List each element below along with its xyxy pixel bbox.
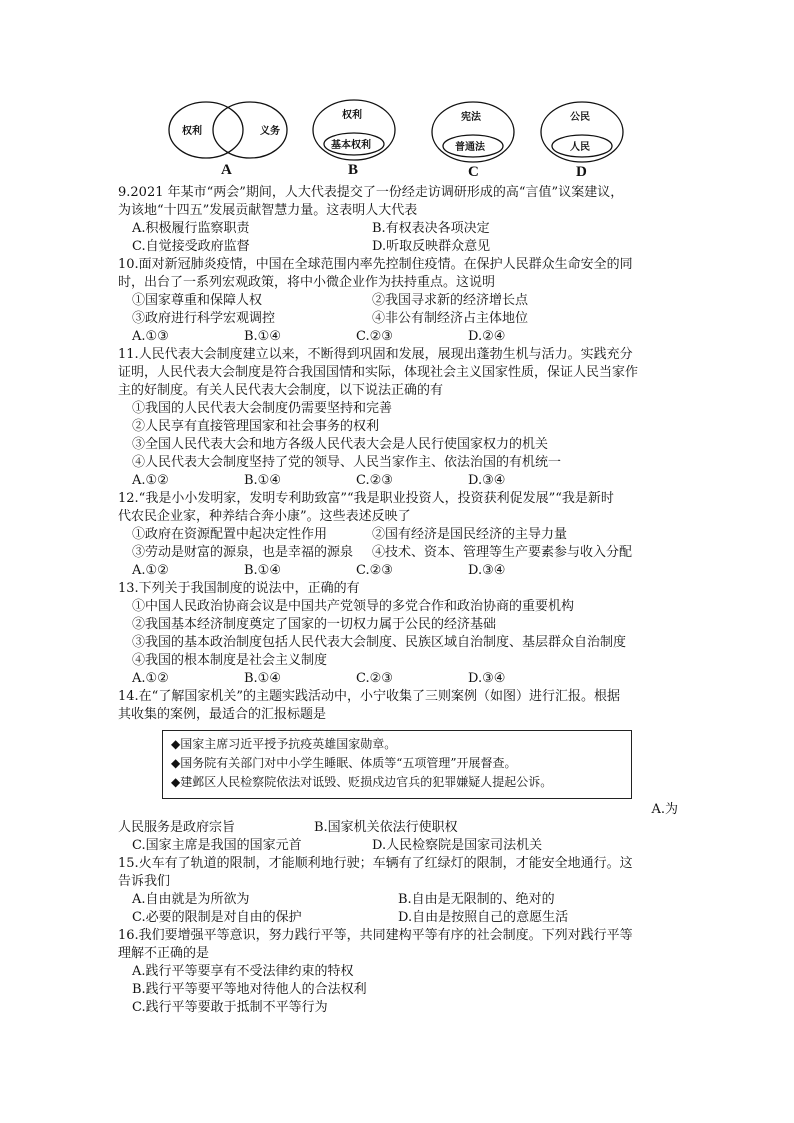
options-row xyxy=(118,220,678,238)
option-d[interactable]: D.自由是按照自己的意愿生活 xyxy=(398,910,569,925)
options-row xyxy=(118,238,678,256)
question-stem: 理解不正确的是 xyxy=(118,946,210,961)
statement-3: ③我国的基本政治制度包括人民代表大会制度、民族区域自治制度、基层群众自治制度 xyxy=(132,635,627,650)
statement-4: ④技术、资本、管理等生产要素参与收入分配 xyxy=(372,545,633,560)
option-c[interactable]: C.践行平等要敢于抵制不平等行为 xyxy=(132,1000,328,1015)
statement-2: ②我国寻求新的经济增长点 xyxy=(372,293,529,308)
exam-page xyxy=(118,96,678,1017)
statement-4: ④我国的根本制度是社会主义制度 xyxy=(132,653,328,668)
option-a[interactable]: A.①② xyxy=(132,671,169,686)
diagram-a-letter: A xyxy=(221,162,232,178)
options-row xyxy=(118,472,678,490)
option-d[interactable]: D.③④ xyxy=(468,671,506,686)
case-box xyxy=(162,730,632,799)
question-stem: 时，出台了一系列宏观政策，将中小微企业作为扶持重点。这说明 xyxy=(118,275,496,290)
option-b[interactable]: B.①④ xyxy=(244,473,281,488)
option-c[interactable]: C.②③ xyxy=(356,329,393,344)
option-b[interactable]: B.①④ xyxy=(244,671,281,686)
question-stem: 告诉我们 xyxy=(118,874,171,889)
options-row xyxy=(118,562,678,580)
option-c[interactable]: C.②③ xyxy=(356,563,393,578)
option-c[interactable]: C.②③ xyxy=(356,473,393,488)
diagram-c xyxy=(432,102,514,180)
case-item: ◆建邺区人民检察院依法对诋毁、贬损戍边官兵的犯罪嫌疑人提起公诉。 xyxy=(171,775,553,789)
diagram-a xyxy=(169,102,287,178)
statement-1: ①政府在资源配置中起决定性作用 xyxy=(132,527,328,542)
option-d[interactable]: D.听取反映群众意见 xyxy=(372,239,491,254)
question-14 xyxy=(118,688,678,855)
question-stem: 16.我们要增强平等意识，努力践行平等，共同建构平等有序的社会制度。下列对践行平等 xyxy=(118,928,633,943)
question-stem: 证明，人民代表大会制度是符合我国国情和实际，体现社会主义国家性质，保证人民当家作 xyxy=(118,365,639,380)
diagram-a-left: 权利 xyxy=(182,126,202,137)
statement-4: ④非公有制经济占主体地位 xyxy=(372,311,529,326)
statements-row xyxy=(118,544,678,562)
statements-row xyxy=(118,526,678,544)
option-a[interactable]: A.①② xyxy=(132,563,169,578)
question-15 xyxy=(118,855,678,927)
option-a[interactable]: A.①② xyxy=(132,473,169,488)
option-d[interactable]: D.③④ xyxy=(468,473,506,488)
case-item: ◆国务院有关部门对中小学生睡眠、体质等“五项管理”开展督查。 xyxy=(171,756,517,770)
diagram-d-outer: 公民 xyxy=(570,112,590,123)
diagram-a-right: 义务 xyxy=(260,126,280,137)
option-b[interactable]: B.有权表决各项决定 xyxy=(372,221,490,236)
diagram-c-outer: 宪法 xyxy=(461,112,481,123)
options-row xyxy=(118,328,678,346)
venn-diagrams xyxy=(168,96,638,182)
option-d[interactable]: D.②④ xyxy=(468,329,506,344)
statements-row xyxy=(118,292,678,310)
question-9 xyxy=(118,184,678,256)
diagram-c-letter: C xyxy=(468,164,479,180)
option-b[interactable]: B.践行平等要平等地对待他人的合法权利 xyxy=(132,982,367,997)
question-11 xyxy=(118,346,678,490)
options-row xyxy=(118,670,678,688)
question-stem: 9.2021 年某市“两会”期间，人大代表提交了一份经走访调研形成的高“言值”议案建议， xyxy=(118,185,624,200)
option-c[interactable]: C.国家主席是我国的国家元首 xyxy=(132,838,302,853)
statement-1: ①国家尊重和保障人权 xyxy=(132,293,263,308)
option-a[interactable]: A.践行平等要享有不受法律约束的特权 xyxy=(132,964,354,979)
diagram-b-outer: 权利 xyxy=(342,110,362,121)
options-row xyxy=(118,819,678,837)
question-stem: 其收集的案例，最适合的汇报标题是 xyxy=(118,707,327,722)
option-a-end[interactable]: 人民服务是政府宗旨 xyxy=(118,820,236,835)
question-10 xyxy=(118,256,678,346)
options-row xyxy=(118,909,678,927)
question-stem: 11.人民代表大会制度建立以来，不断得到巩固和发展，展现出蓬勃生机与活力。实践充分 xyxy=(118,347,633,362)
statement-3: ③政府进行科学宏观调控 xyxy=(132,311,276,326)
question-stem: 代农民企业家，种养结合奔小康”。这些表述反映了 xyxy=(118,509,411,524)
question-stem: 12.“我是小小发明家，发明专利助致富”“我是职业投资人，投资获利促发展”“我是新时 xyxy=(118,491,614,506)
statements-row xyxy=(118,310,678,328)
question-stem: 10.面对新冠肺炎疫情，中国在全球范围内率先控制住疫情。在保护人民群众生命安全的同 xyxy=(118,257,633,272)
option-a[interactable]: A.①③ xyxy=(132,329,169,344)
diagram-b xyxy=(313,100,395,178)
option-b[interactable]: B.自由是无限制的、绝对的 xyxy=(398,892,555,907)
diagram-b-inner: 基本权利 xyxy=(331,140,371,151)
statement-2: ②国有经济是国民经济的主导力量 xyxy=(372,527,568,542)
statement-3: ③全国人民代表大会和地方各级人民代表大会是人民行使国家权力的机关 xyxy=(132,437,549,452)
statement-3: ③劳动是财富的源泉，也是幸福的源泉 xyxy=(132,545,354,560)
statement-1: ①中国人民政治协商会议是中国共产党领导的多党合作和政治协商的重要机构 xyxy=(132,599,575,614)
question-stem: 14.在“了解国家机关”的主题实践活动中，小宁收集了三则案例（如图）进行汇报。根据 xyxy=(118,689,620,704)
option-c[interactable]: C.必要的限制是对自由的保护 xyxy=(132,910,302,925)
options-row xyxy=(118,837,678,855)
option-a[interactable]: A.积极履行监察职责 xyxy=(132,221,250,236)
diagram-d xyxy=(541,102,623,180)
option-b[interactable]: B.①④ xyxy=(244,563,281,578)
question-stem: 为该地“十四五”发展贡献智慧力量。这表明人大代表 xyxy=(118,203,418,218)
option-c[interactable]: C.②③ xyxy=(356,671,393,686)
statement-4: ④人民代表大会制度坚持了党的领导、人民当家作主、依法治国的有机统一 xyxy=(132,455,562,470)
option-a-start[interactable]: A.为 xyxy=(651,802,678,817)
option-d[interactable]: D.③④ xyxy=(468,563,506,578)
option-b[interactable]: B.①④ xyxy=(244,329,281,344)
question-stem: 13.下列关于我国制度的说法中，正确的有 xyxy=(118,581,360,596)
case-item: ◆国家主席习近平授予抗疫英雄国家勋章。 xyxy=(171,737,397,751)
diagram-d-inner: 人民 xyxy=(570,142,590,153)
question-12 xyxy=(118,490,678,580)
option-d[interactable]: D.人民检察院是国家司法机关 xyxy=(372,838,543,853)
option-a[interactable]: A.自由就是为所欲为 xyxy=(132,892,250,907)
diagram-c-inner: 普通法 xyxy=(455,142,485,153)
options-row xyxy=(118,891,678,909)
question-13 xyxy=(118,580,678,688)
diagram-b-letter: B xyxy=(348,162,359,178)
statement-1: ①我国的人民代表大会制度仍需要坚持和完善 xyxy=(132,401,393,416)
option-c[interactable]: C.自觉接受政府监督 xyxy=(132,239,250,254)
statement-2: ②我国基本经济制度奠定了国家的一切权力属于公民的经济基础 xyxy=(132,617,497,632)
statement-2: ②人民享有直接管理国家和社会事务的权利 xyxy=(132,419,380,434)
diagram-row xyxy=(168,96,678,184)
question-stem: 15.火车有了轨道的限制，才能顺利地行驶；车辆有了红绿灯的限制，才能安全地通行。这 xyxy=(118,856,633,871)
option-b[interactable]: B.国家机关依法行使职权 xyxy=(314,820,458,835)
question-16 xyxy=(118,927,678,1017)
question-stem: 主的好制度。有关人民代表大会制度，以下说法正确的有 xyxy=(118,383,444,398)
diagram-d-letter: D xyxy=(576,164,587,180)
